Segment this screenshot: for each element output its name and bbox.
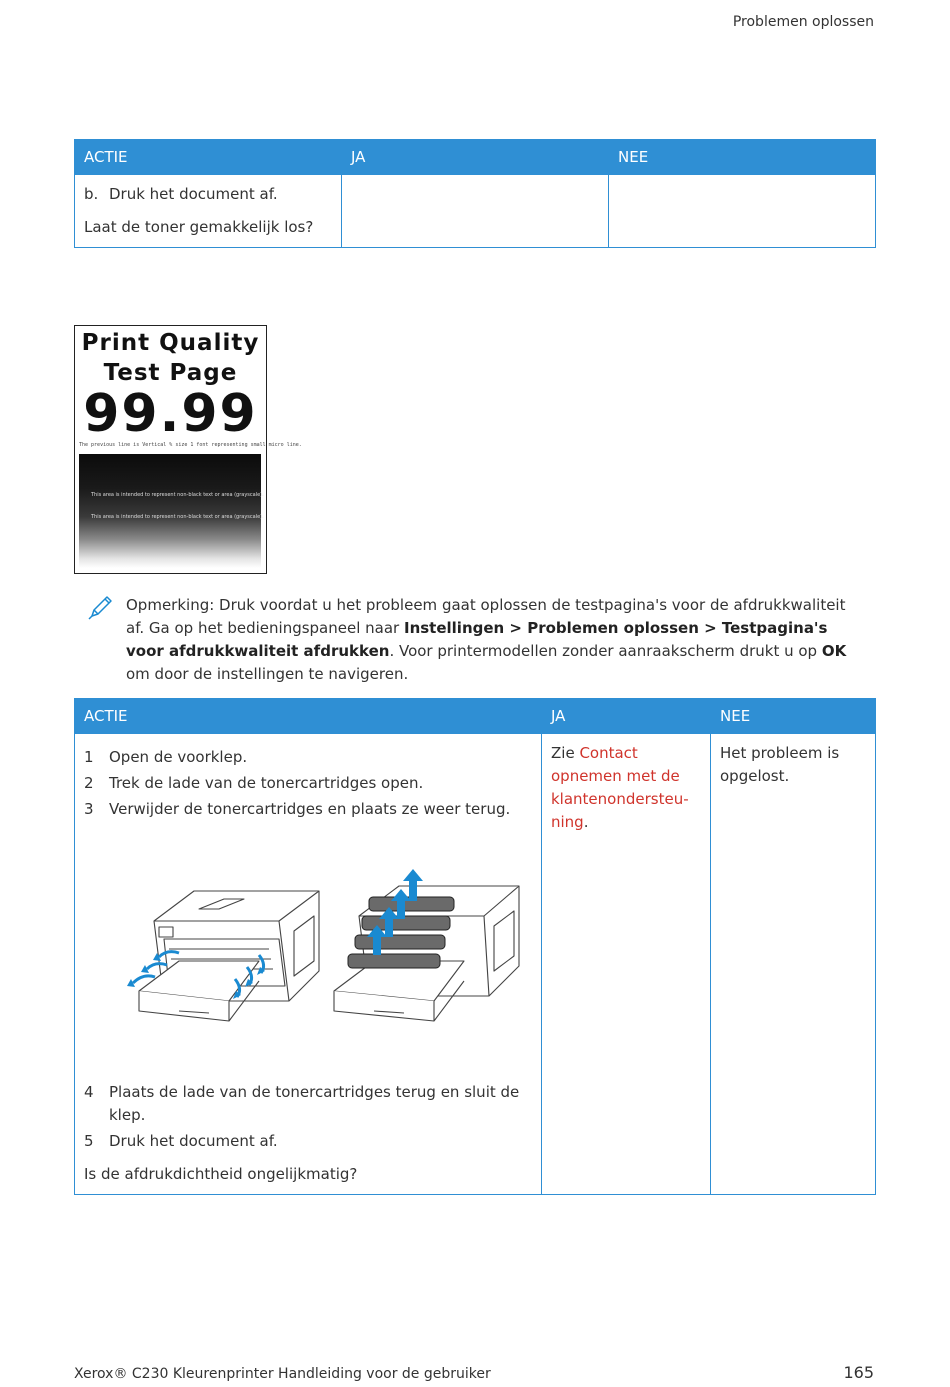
contact-support-link[interactable]: Contact opnemen met de klantenondersteu-ning: [551, 744, 689, 831]
step-number: 1: [84, 748, 94, 766]
step-b: [84, 183, 332, 206]
ja-text-end: .: [583, 813, 589, 831]
footer-title: Xerox® C230 Kleurenprinter Handleiding voor de gebruiker: [74, 1366, 491, 1382]
test-page-title-line1: Print Quality: [81, 330, 260, 356]
ja-cell: [342, 175, 609, 248]
col-header-nee: NEE: [711, 699, 876, 734]
step-2: [84, 772, 532, 795]
col-header-actie: ACTIE: [75, 140, 342, 175]
col-header-actie: ACTIE: [75, 699, 542, 734]
nee-cell: Het probleem is opgelost.: [711, 734, 876, 1195]
step-text: Verwijder de tonercartridges en plaats ze weer terug.: [109, 800, 511, 818]
step-number: 2: [84, 774, 94, 792]
menu-path: Instellingen > Problemen oplossen > Testpagina's voor afdrukkwaliteit afdrukken: [126, 619, 828, 660]
gray-text-2: This area is intended to represent non-black text or area (grayscale).: [91, 514, 264, 520]
step-3: [84, 798, 532, 821]
action-cell: [75, 175, 342, 248]
action-cell: [75, 734, 542, 1195]
note-text-pre: Opmerking: Druk voordat u het probleem gaat oplossen de testpagina's voor de afdrukkwaliteit af. Ga op het bedieningspaneel naar: [126, 596, 846, 637]
col-header-nee: NEE: [609, 140, 876, 175]
step-number: 5: [84, 1132, 94, 1150]
question-text: Laat de toner gemakkelijk los?: [84, 218, 314, 236]
step-label: b.: [84, 185, 99, 203]
step-1: [84, 746, 532, 769]
question-text: Is de afdrukdichtheid ongelijkmatig?: [84, 1165, 358, 1183]
test-page-number: 99.99: [83, 384, 258, 444]
ja-cell: [542, 734, 711, 1195]
test-page-title-line2: Test Page: [103, 360, 238, 386]
step-text: Trek de lade van de tonercartridges open.: [109, 774, 424, 792]
nee-cell: [609, 175, 876, 248]
troubleshooting-table-2: [74, 698, 876, 1195]
test-page-density-gradient: [79, 454, 264, 568]
test-page-fine-print: The previous line is Vertical % size 1 font representing small micro line.: [79, 442, 302, 448]
toner-cartridge-illustration: [119, 861, 519, 1051]
step-5: [84, 1130, 532, 1153]
printer-front-open-illustration: [139, 891, 319, 1021]
step-4: [84, 1081, 532, 1127]
step-number: 4: [84, 1083, 94, 1101]
note-text-mid: . Voor printermodellen zonder aanraakscherm drukt u op: [389, 642, 822, 660]
gray-text-1: This area is intended to represent non-black text or area (grayscale).: [91, 492, 264, 498]
pencil-icon: [86, 594, 114, 622]
step-number: 3: [84, 800, 94, 818]
step-text: Plaats de lade van de tonercartridges terug en sluit de klep.: [109, 1083, 520, 1124]
ok-button-label: OK: [821, 642, 847, 660]
ja-text: Zie: [551, 744, 580, 762]
col-header-ja: JA: [542, 699, 711, 734]
step-text: Open de voorklep.: [109, 748, 248, 766]
print-quality-test-page-image: [74, 325, 302, 574]
note-text-post: om door de instellingen te navigeren.: [126, 665, 409, 683]
troubleshooting-table-1: [74, 139, 876, 248]
step-text: Druk het document af.: [109, 1132, 278, 1150]
page-number: 165: [843, 1363, 874, 1382]
running-header: Problemen oplossen: [732, 14, 874, 30]
note-text: [126, 594, 866, 686]
col-header-ja: JA: [342, 140, 609, 175]
step-text: Druk het document af.: [109, 185, 278, 203]
